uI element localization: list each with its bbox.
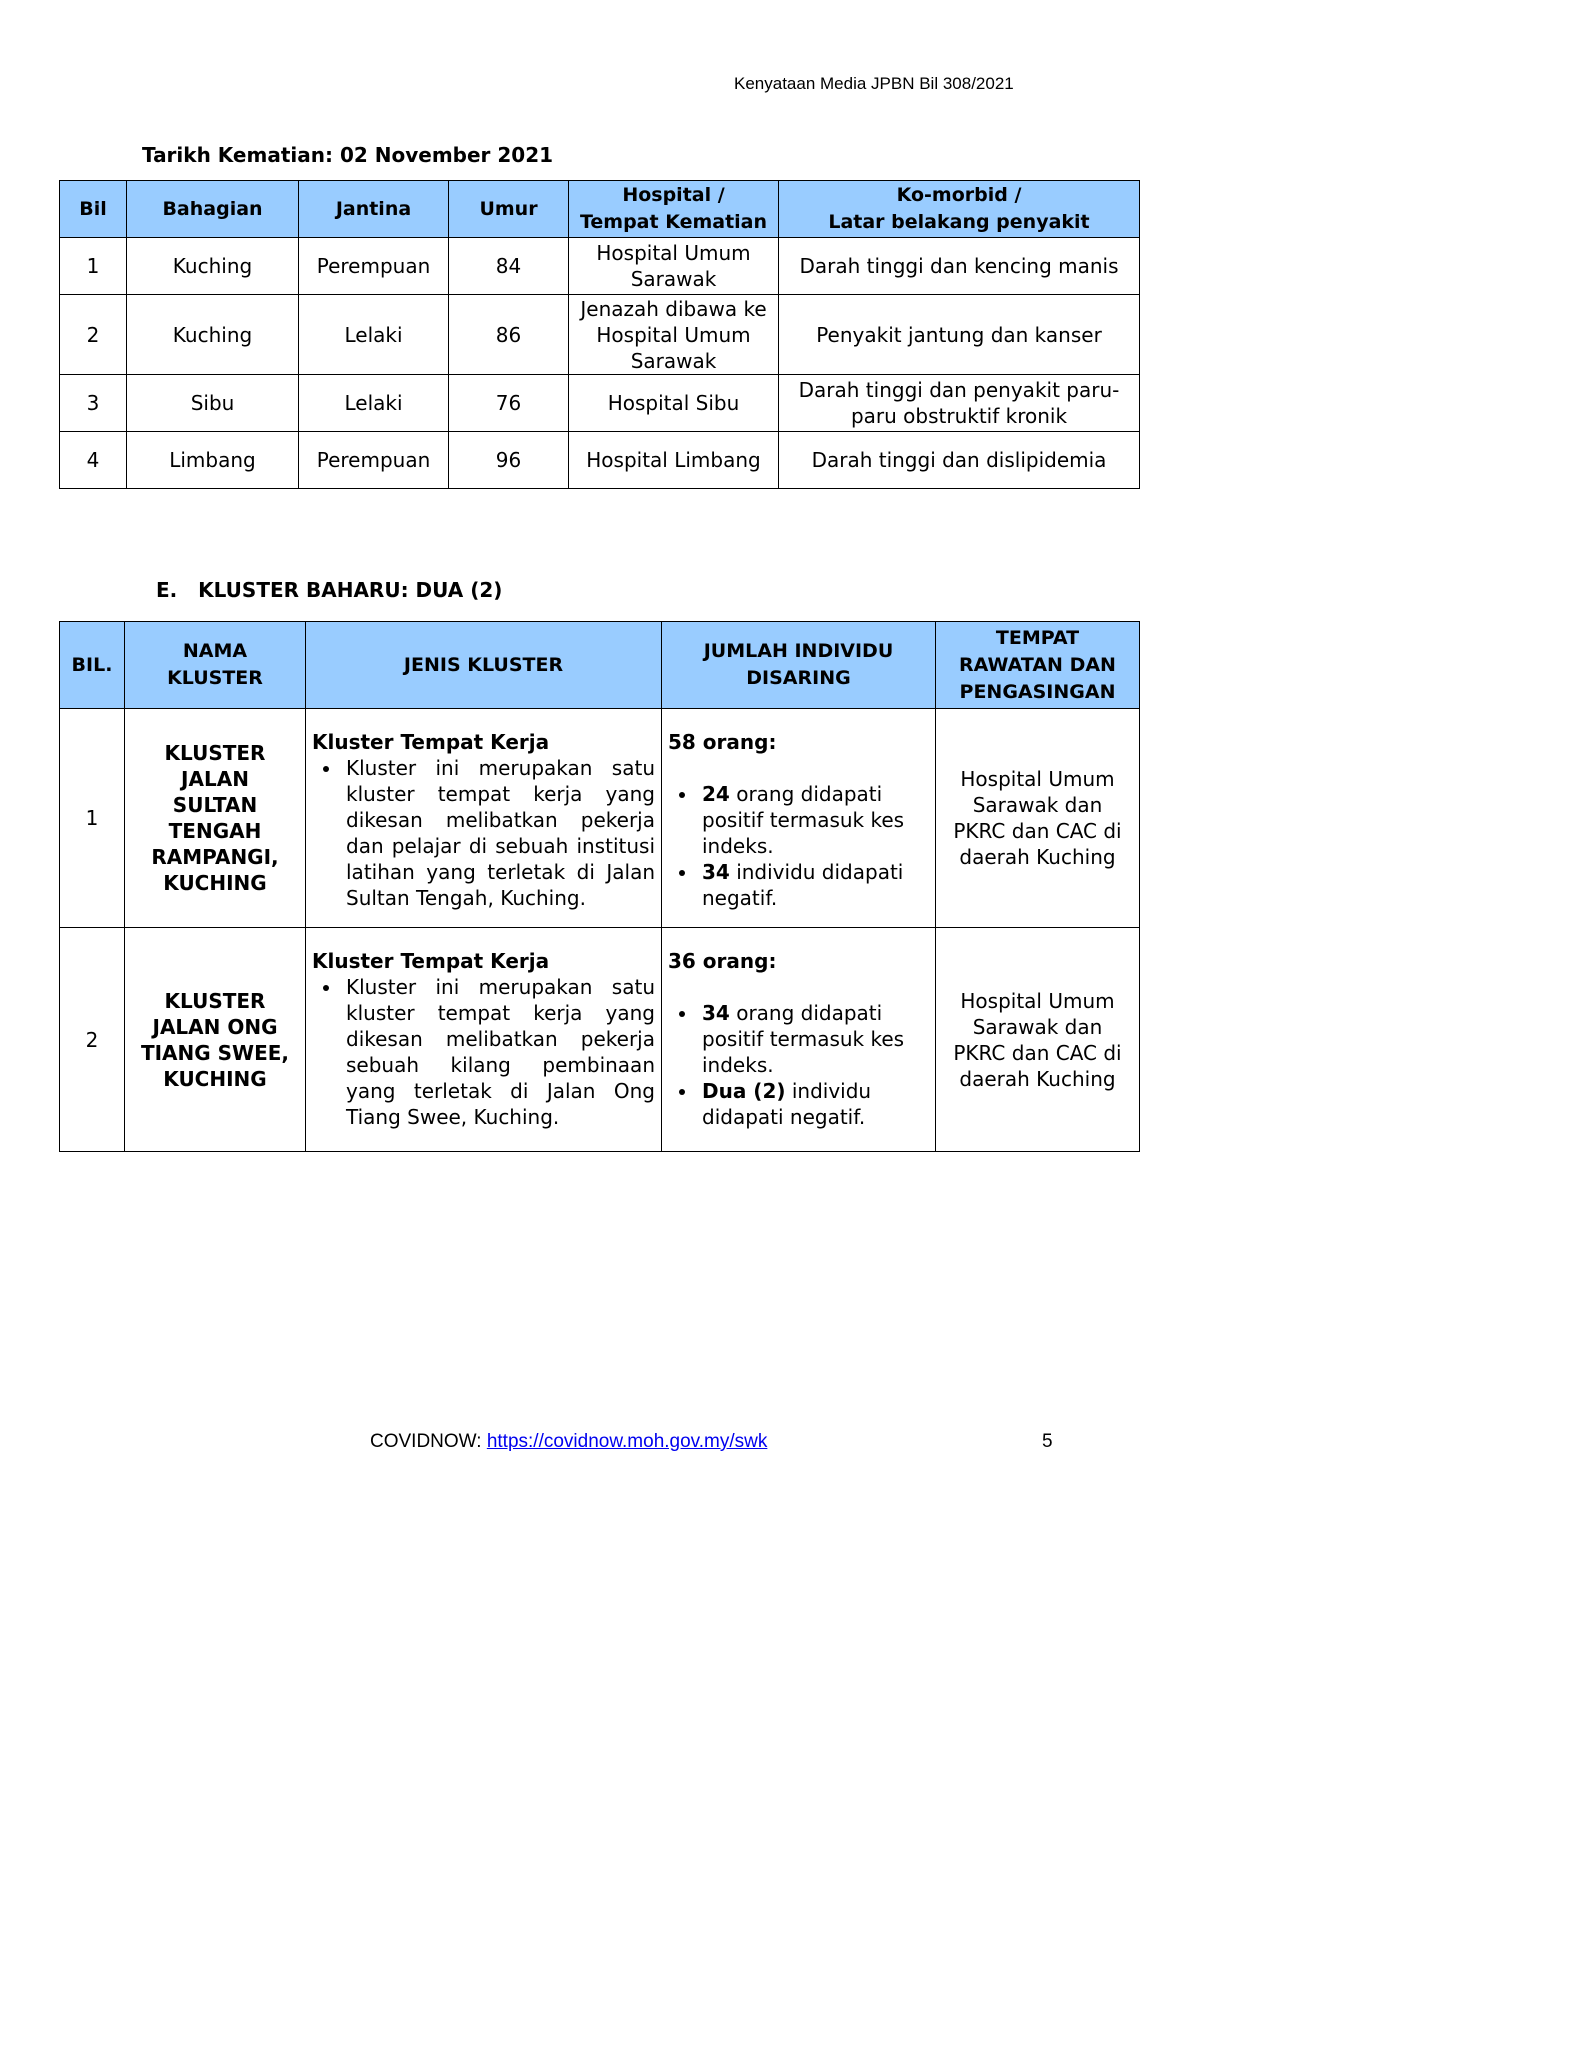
cell-line: Sarawak (630, 267, 717, 291)
death-row (60, 238, 1140, 295)
cluster-screened-item (698, 1078, 929, 1130)
cluster-treatment-place-cell (936, 709, 1140, 928)
cell-line: Sarawak dan (972, 793, 1103, 817)
death-hospital-cell (569, 238, 779, 295)
cell-line: Hospital / (622, 184, 725, 206)
cell-line: KLUSTER (167, 667, 263, 689)
cell-line: JALAN (181, 767, 249, 791)
footer-label: COVIDNOW: (370, 1431, 487, 1452)
cell-line: Darah tinggi dan dislipidemia (811, 448, 1107, 472)
cell-line: Hospital Limbang (586, 448, 761, 472)
clusters-column-header (662, 622, 936, 709)
cluster-screened-list (668, 1000, 929, 1130)
cell-line: Hospital Umum (960, 767, 1115, 791)
deaths-column-header: Jantina (299, 181, 449, 238)
screened-count: 34 (702, 860, 730, 884)
death-hospital-cell (569, 295, 779, 375)
cell-line: Hospital Umum (596, 241, 751, 265)
covidnow-link[interactable]: https://covidnow.moh.gov.my/swk (486, 1431, 768, 1452)
death-bahagian-cell: Kuching (127, 238, 299, 295)
cluster-screened-list (668, 781, 929, 911)
deaths-table (59, 180, 1140, 489)
screened-description: orang didapati positif termasuk kes indeks. (702, 1001, 905, 1077)
death-row (60, 295, 1140, 375)
footer (370, 1431, 767, 1453)
cluster-treatment-place-cell (936, 928, 1140, 1152)
cell-line: JALAN ONG (152, 1014, 278, 1039)
cell-line: KUCHING (163, 871, 267, 895)
clusters-table (59, 621, 1140, 1152)
cluster-screened-item (698, 859, 929, 911)
cell-line: PENGASINGAN (959, 680, 1116, 703)
cluster-type-list (312, 974, 655, 1130)
cell-line: Hospital Umum (596, 322, 751, 347)
screened-count: 24 (702, 782, 730, 806)
screened-description: individu didapati negatif. (702, 860, 904, 910)
cell-line: RAWATAN DAN (959, 653, 1116, 676)
cell-line: BIL. (71, 653, 113, 676)
deaths-column-header: Bahagian (127, 181, 299, 238)
death-umur-cell: 84 (449, 238, 569, 295)
cell-line: Darah tinggi dan kencing manis (799, 254, 1119, 278)
clusters-column-header (60, 622, 125, 709)
cell-line: Sarawak (630, 348, 717, 373)
screened-count: Dua (2) (702, 1079, 786, 1103)
death-bil-cell: 4 (60, 432, 127, 489)
cell-line: Darah tinggi dan penyakit paru- (798, 378, 1120, 402)
deaths-column-header (779, 181, 1140, 238)
death-komorbid-cell (779, 295, 1140, 375)
deaths-header-row (60, 181, 1140, 238)
death-komorbid-cell (779, 375, 1140, 432)
cell-line: KLUSTER (164, 741, 266, 765)
cell-line: Sarawak dan (972, 1014, 1103, 1039)
death-bahagian-cell: Limbang (127, 432, 299, 489)
cluster-name-cell (125, 928, 306, 1152)
cell-line: Jenazah dibawa ke (580, 296, 767, 321)
death-jantina-cell: Perempuan (299, 432, 449, 489)
death-bil-cell: 3 (60, 375, 127, 432)
death-jantina-cell: Lelaki (299, 295, 449, 375)
death-jantina-cell: Lelaki (299, 375, 449, 432)
new-clusters-heading: E. KLUSTER BAHARU: DUA (2) (156, 578, 503, 602)
cluster-bil-cell: 2 (60, 928, 125, 1152)
death-jantina-cell: Perempuan (299, 238, 449, 295)
cell-line: JUMLAH INDIVIDU (703, 640, 894, 662)
death-bahagian-cell: Kuching (127, 295, 299, 375)
cell-line: daerah Kuching (959, 1066, 1116, 1091)
death-hospital-cell (569, 375, 779, 432)
death-bahagian-cell: Sibu (127, 375, 299, 432)
cluster-type-title: Kluster Tempat Kerja (312, 730, 550, 754)
death-komorbid-cell (779, 238, 1140, 295)
cluster-type-description: • Kluster ini merupakan satu kluster tempat kerja yang dikesan melibatkan pekerja dan pelajar di sebuah institusi latihan yang terletak di Jalan Sultan Tengah, Kuching. (342, 755, 655, 911)
cluster-bil-cell: 1 (60, 709, 125, 928)
cell-line: TEMPAT (995, 626, 1080, 649)
cell-line: paru obstruktif kronik (850, 404, 1068, 428)
cell-line: JENIS KLUSTER (403, 653, 564, 676)
screened-description: orang didapati positif termasuk kes indeks. (702, 782, 905, 858)
death-row (60, 375, 1140, 432)
cell-line: Latar belakang penyakit (828, 211, 1090, 233)
cluster-type-cell (306, 928, 662, 1152)
cluster-screened-total: 58 orang: (668, 730, 777, 754)
cell-line: KUCHING (163, 1066, 267, 1091)
cluster-row (60, 928, 1140, 1152)
screened-description: individu didapati negatif. (702, 1079, 872, 1129)
deaths-date-heading: Tarikh Kematian: 02 November 2021 (142, 143, 554, 167)
death-hospital-cell (569, 432, 779, 489)
cell-line: SULTAN (172, 793, 258, 817)
cluster-screened-item (698, 781, 929, 859)
document-reference: Kenyataan Media JPBN Bil 308/2021 (734, 74, 1014, 93)
clusters-column-header (306, 622, 662, 709)
cell-line: KLUSTER (164, 988, 266, 1013)
cell-line: Hospital Umum (960, 988, 1115, 1013)
death-umur-cell: 96 (449, 432, 569, 489)
deaths-column-header: Umur (449, 181, 569, 238)
cell-line: PKRC dan CAC di (953, 1040, 1122, 1065)
cell-line: TENGAH (168, 819, 262, 843)
cell-line: DISARING (746, 667, 851, 689)
cluster-type-description: • Kluster ini merupakan satu kluster tempat kerja yang dikesan melibatkan pekerja sebuah kilang pembinaan yang terletak di Jalan Ong Tiang Swee, Kuching. (342, 974, 655, 1130)
cell-line: RAMPANGI, (151, 845, 279, 869)
death-umur-cell: 76 (449, 375, 569, 432)
clusters-column-header (936, 622, 1140, 709)
cell-line: NAMA (182, 640, 248, 662)
deaths-column-header (569, 181, 779, 238)
death-row (60, 432, 1140, 489)
cluster-screened-cell (662, 928, 936, 1152)
page-number: 5 (1042, 1431, 1053, 1452)
death-bil-cell: 2 (60, 295, 127, 375)
cell-line: Hospital Sibu (607, 391, 740, 415)
cell-line: Ko-morbid / (896, 184, 1022, 206)
screened-count: 34 (702, 1001, 730, 1025)
clusters-header-row (60, 622, 1140, 709)
cluster-type-list (312, 755, 655, 911)
cell-line: daerah Kuching (959, 845, 1116, 869)
cell-line: PKRC dan CAC di (953, 819, 1122, 843)
clusters-column-header (125, 622, 306, 709)
death-komorbid-cell (779, 432, 1140, 489)
cluster-name-cell (125, 709, 306, 928)
cluster-row (60, 709, 1140, 928)
death-bil-cell: 1 (60, 238, 127, 295)
cluster-screened-item (698, 1000, 929, 1078)
cell-line: Penyakit jantung dan kanser (816, 322, 1102, 347)
deaths-column-header: Bil (60, 181, 127, 238)
cluster-type-cell (306, 709, 662, 928)
cluster-screened-cell (662, 709, 936, 928)
cell-line: TIANG SWEE, (140, 1040, 290, 1065)
cluster-screened-total: 36 orang: (668, 949, 777, 973)
cluster-type-title: Kluster Tempat Kerja (312, 949, 550, 973)
cell-line: Tempat Kematian (579, 211, 768, 233)
death-umur-cell: 86 (449, 295, 569, 375)
